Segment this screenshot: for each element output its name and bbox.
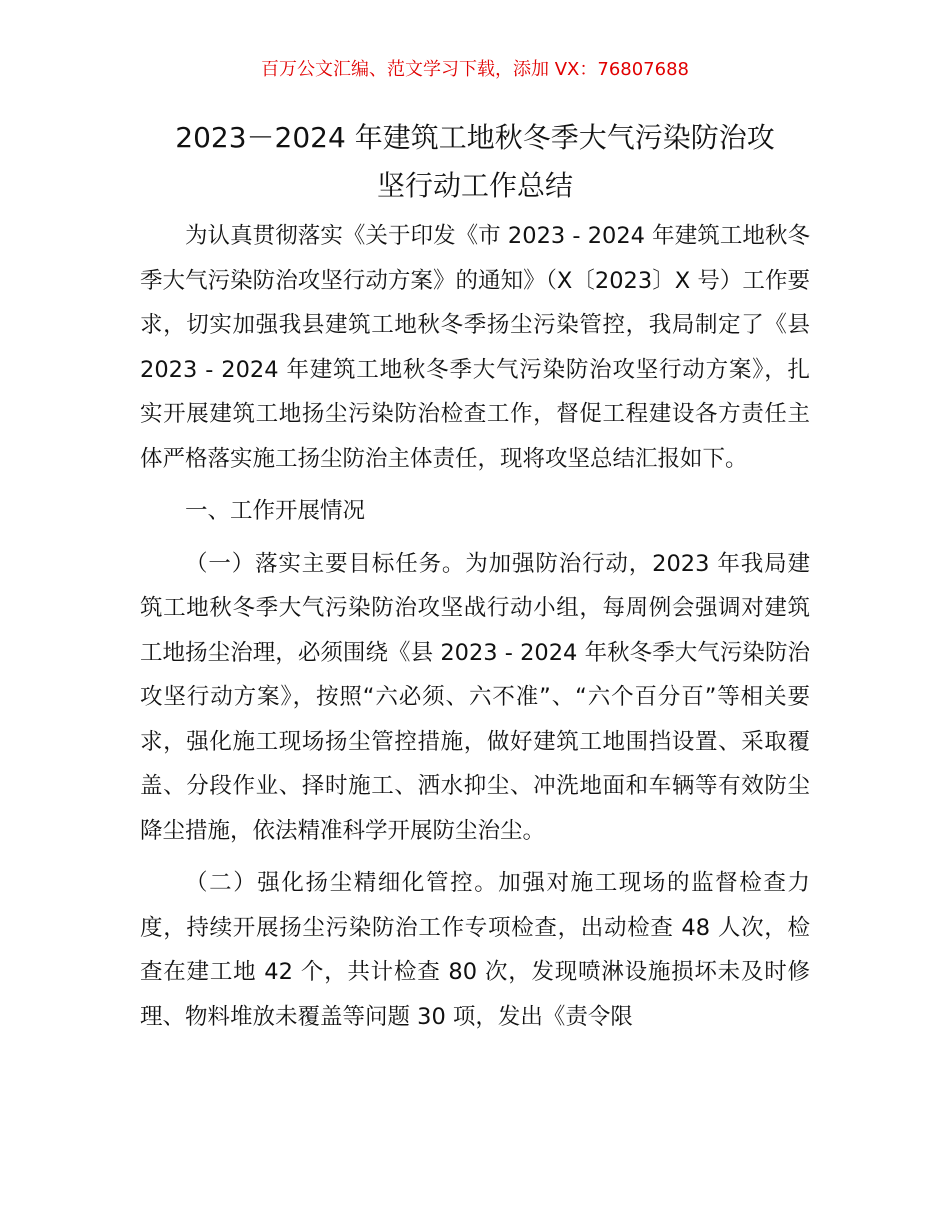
intro-paragraph: 为认真贯彻落实《关于印发《市 2023 - 2024 年建筑工地秋冬季大气污染防治攻坚行动方案》的通知》（X〔2023〕X 号）工作要求，切实加强我县建筑工地秋冬季扬尘污染管控，我局制定了《县 2023 - 2024 年建筑工地秋冬季大气污染防治攻坚行动方案》，扎实开展建筑工地扬尘污染防治检查工作，督促工程建设各方责任主体严格落实施工扬尘防治主体责任，现将攻坚总结汇报如下。 bbox=[140, 223, 810, 472]
title-line-1: 2023－2024 年建筑工地秋冬季大气污染防治攻 bbox=[175, 121, 775, 154]
section-heading: 一、工作开展情况 bbox=[185, 498, 366, 524]
watermark-banner: 百万公文汇编、范文学习下载，添加 VX：76807688 bbox=[261, 59, 689, 80]
document-body bbox=[140, 214, 810, 1047]
paragraph-1: （一）落实主要目标任务。为加强防治行动，2023 年我局建筑工地秋冬季大气污染防治攻坚战行动小组，每周例会强调对建筑工地扬尘治理，必须围绕《县 2023 - 2024 年秋冬季大气污染防治攻坚行动方案》，按照“六必须、六不准”、“六个百分百”等相关要求，强化施工现场扬尘管控措施，做好建筑工地围挡设置、采取覆盖、分段作业、择时施工、洒水抑尘、冲洗地面和车辆等有效防尘降尘措施，依法精准科学开展防尘治尘。 bbox=[140, 550, 810, 844]
title-line-2: 坚行动工作总结 bbox=[376, 169, 573, 202]
document-title bbox=[120, 114, 830, 210]
paragraph-2: （二）强化扬尘精细化管控。加强对施工现场的监督检查力度，持续开展扬尘污染防治工作专项检查，出动检查 48 人次，检查在建工地 42 个，共计检查 80 次，发现喷淋设施损坏未及时修理、物料堆放未覆盖等问题 30 项，发出《责令限 bbox=[140, 870, 810, 1030]
